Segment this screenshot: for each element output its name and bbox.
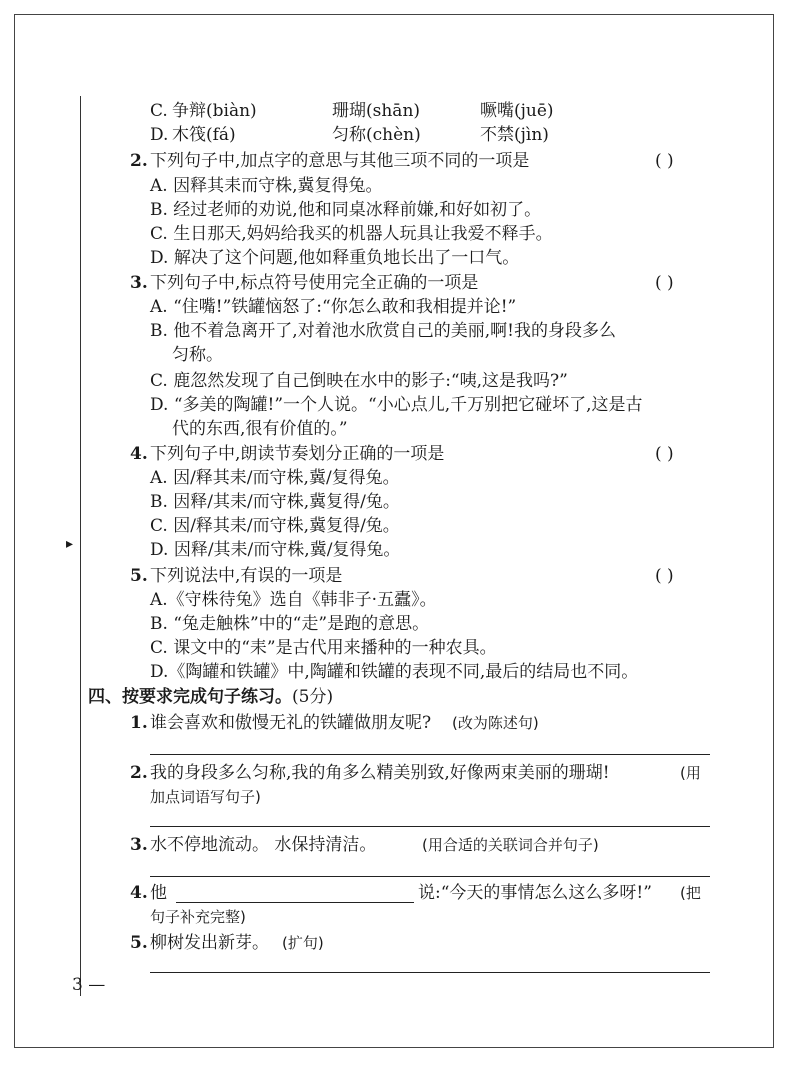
- q2-stem: 下列句子中,加点字的意思与其他三项不同的一项是: [150, 151, 530, 171]
- q4-answer-paren[interactable]: ( ): [655, 444, 674, 464]
- s4-item5-text: 柳树发出新芽。: [150, 933, 269, 953]
- q5-option-a: A.《守株待兔》选自《韩非子·五蠹》。: [150, 590, 437, 610]
- s4-item3-text: 水不停地流动。 水保持清洁。: [150, 835, 377, 855]
- section4-score: (5分): [292, 687, 334, 707]
- q1-option-c-word1: 争辩(biàn): [172, 101, 257, 121]
- s4-item2-note-start: (用: [680, 764, 701, 782]
- q1-option-c-word3: 噘嘴(juē): [480, 101, 554, 121]
- binding-margin-line: [80, 96, 81, 996]
- q3-option-c: C. 鹿忽然发现了自己倒映在水中的影子:“咦,这是我吗?”: [150, 371, 568, 391]
- s4-item1-text: 谁会喜欢和傲慢无礼的铁罐做朋友呢?: [150, 713, 432, 733]
- s4-item4-text-end: 说:“今天的事情怎么这么多呀!”: [418, 883, 652, 903]
- q4-number: 4.: [130, 444, 148, 464]
- page-number: 3 —: [72, 975, 106, 995]
- q5-stem: 下列说法中,有误的一项是: [150, 566, 343, 586]
- q4-option-a: A. 因/释其耒/而守株,冀/复得兔。: [150, 468, 400, 488]
- q5-option-b: B. “兔走触株”中的“走”是跑的意思。: [150, 614, 430, 634]
- q1-option-d-word2: 匀称(chèn): [332, 125, 421, 145]
- q2-option-d: D. 解决了这个问题,他如释重负地长出了一口气。: [150, 248, 520, 268]
- q3-answer-paren[interactable]: ( ): [655, 273, 674, 293]
- q2-number: 2.: [130, 151, 148, 171]
- q2-option-b: B. 经过老师的劝说,他和同桌冰释前嫌,和好如初了。: [150, 200, 542, 220]
- q1-option-d-word3: 不禁(jìn): [480, 125, 549, 145]
- s4-item4-fill-blank[interactable]: [176, 902, 414, 903]
- q3-option-b-line1: B. 他不着急离开了,对着池水欣赏自己的美丽,啊!我的身段多么: [150, 321, 616, 341]
- q4-stem: 下列句子中,朗读节奏划分正确的一项是: [150, 444, 445, 464]
- s4-item3-number: 3.: [130, 835, 148, 855]
- q3-option-d-line2: 代的东西,很有价值的。”: [172, 419, 348, 439]
- q4-option-d: D. 因释/其耒/而守株,冀/复得兔。: [150, 540, 401, 560]
- q5-option-d: D.《陶罐和铁罐》中,陶罐和铁罐的表现不同,最后的结局也不同。: [150, 662, 639, 682]
- q5-option-c: C. 课文中的“耒”是古代用来播种的一种农具。: [150, 638, 497, 658]
- q2-option-a: A. 因释其耒而守株,冀复得兔。: [150, 176, 383, 196]
- q3-option-a: A. “住嘴!”铁罐恼怒了:“你怎么敢和我相提并论!”: [150, 297, 517, 317]
- q1-option-d-letter: D.: [150, 125, 169, 145]
- s4-item2-note-end: 加点词语写句子): [150, 788, 261, 806]
- q2-option-c: C. 生日那天,妈妈给我买的机器人玩具让我爱不释手。: [150, 224, 553, 244]
- q4-option-c: C. 因/释其耒/而守株,冀复得/兔。: [150, 516, 400, 536]
- s4-item1-note: (改为陈述句): [452, 714, 539, 732]
- q3-option-b-line2: 匀称。: [172, 345, 223, 365]
- q5-number: 5.: [130, 566, 148, 586]
- s4-item4-number: 4.: [130, 883, 148, 903]
- s4-item5-note: (扩句): [282, 934, 324, 952]
- s4-item1-answer-line[interactable]: [150, 754, 710, 755]
- s4-item5-number: 5.: [130, 933, 148, 953]
- s4-item2-number: 2.: [130, 763, 148, 783]
- q1-option-d-word1: 木筏(fá): [172, 125, 236, 145]
- q2-answer-paren[interactable]: ( ): [655, 151, 674, 171]
- q3-number: 3.: [130, 273, 148, 293]
- s4-item5-answer-line[interactable]: [150, 972, 710, 973]
- q4-option-b: B. 因释/其耒/而守株,冀复得/兔。: [150, 492, 400, 512]
- s4-item4-note-start: (把: [680, 884, 701, 902]
- s4-item4-text-start: 他: [150, 883, 167, 903]
- q1-option-c-letter: C.: [150, 101, 168, 121]
- q3-stem: 下列句子中,标点符号使用完全正确的一项是: [150, 273, 479, 293]
- s4-item3-note: (用合适的关联词合并句子): [422, 836, 599, 854]
- s4-item2-text: 我的身段多么匀称,我的角多么精美别致,好像两束美丽的珊瑚!: [150, 763, 610, 783]
- q5-answer-paren[interactable]: ( ): [655, 566, 674, 586]
- section4-title: 四、按要求完成句子练习。: [88, 687, 292, 707]
- q1-option-c-word2: 珊瑚(shān): [332, 101, 421, 121]
- s4-item3-answer-line[interactable]: [150, 876, 710, 877]
- s4-item4-note-end: 句子补充完整): [150, 908, 246, 926]
- margin-mark: ▸: [66, 536, 74, 552]
- s4-item2-answer-line[interactable]: [150, 826, 710, 827]
- q3-option-d-line1: D. “多美的陶罐!”一个人说。“小心点儿,千万别把它碰坏了,这是古: [150, 395, 643, 415]
- s4-item1-number: 1.: [130, 713, 148, 733]
